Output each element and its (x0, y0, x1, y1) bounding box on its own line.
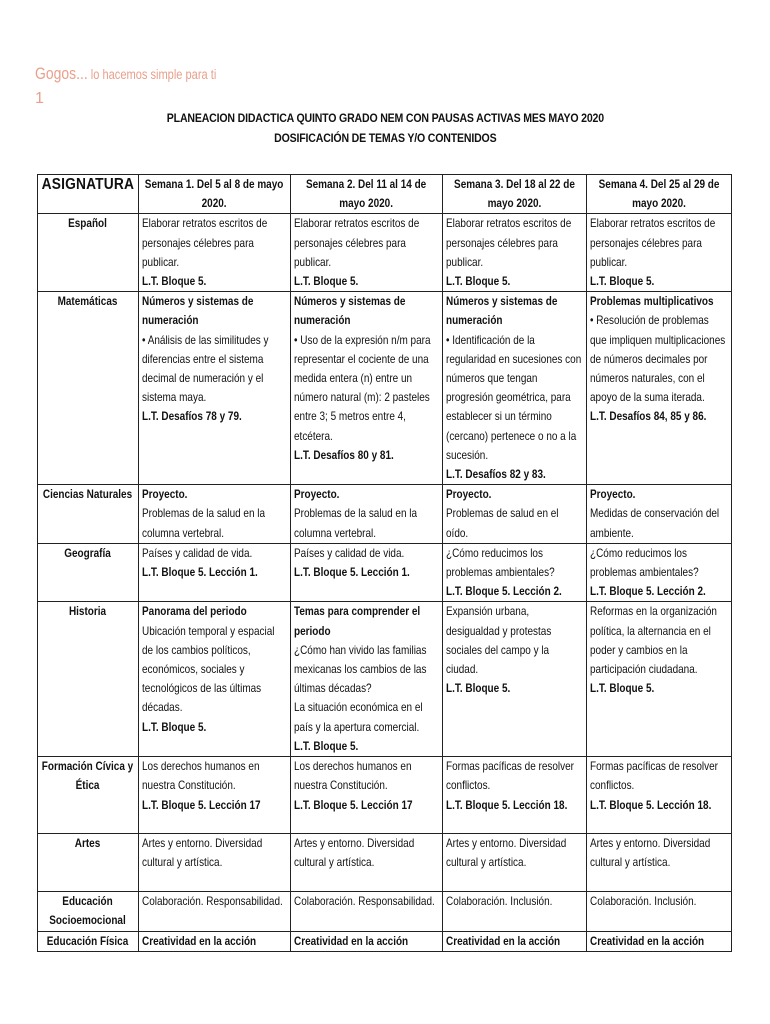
content-text: Problemas de la salud en la columna vertebral. (294, 507, 418, 540)
content-cell-week-2 (291, 757, 443, 834)
content-cell-week-2 (291, 834, 443, 892)
table-row-educacion-socioemocional (38, 892, 732, 931)
table-row-historia (38, 602, 732, 757)
content-text: Artes y entorno. Diversidad cultural y artística. (294, 837, 415, 870)
content-text: Países y calidad de vida. (142, 546, 253, 560)
content-cell-week-2 (291, 214, 443, 292)
content-cell-week-2 (291, 602, 443, 757)
content-cell-week-3 (443, 834, 587, 892)
content-cell-week-1 (139, 292, 291, 485)
bold-reference-text: L.T. Desafíos 78 y 79. (142, 410, 242, 424)
content-cell-week-3 (443, 214, 587, 292)
content-cell-week-4 (587, 543, 732, 602)
subject-cell: Historia (38, 602, 139, 757)
bold-reference-text: Números y sistemas de numeración (294, 295, 406, 328)
content-cell-week-1 (139, 757, 291, 834)
content-cell-week-1 (139, 931, 291, 951)
content-cell-week-1 (139, 214, 291, 292)
content-text: Elaborar retratos escritos de personajes célebres para publicar. (446, 217, 572, 269)
content-text: Formas pacíficas de resolver conflictos. (446, 760, 575, 793)
content-cell-week-3 (443, 931, 587, 951)
subject-cell: Geografía (38, 543, 139, 602)
bold-reference-text: L.T. Bloque 5. Lección 17 (142, 798, 261, 812)
content-text: Los derechos humanos en nuestra Constitución. (142, 760, 260, 793)
content-cell-week-2 (291, 543, 443, 602)
content-cell-week-4 (587, 292, 732, 485)
content-cell-week-4 (587, 757, 732, 834)
content-text: Reformas en la organización política, la alternancia en el poder y cambios en la participación ciudadana. (590, 605, 717, 677)
header-week-1: Semana 1. Del 5 al 8 de mayo 2020. (139, 175, 291, 214)
document-subtitle: DOSIFICACIÓN DE TEMAS Y/O CONTENIDOS (273, 131, 497, 145)
bold-reference-text: L.T. Bloque 5. Lección 1. (294, 566, 410, 580)
bold-reference-text: L.T. Bloque 5. (446, 275, 511, 289)
content-cell-week-2 (291, 485, 443, 544)
bold-reference-text: L.T. Bloque 5. Lección 2. (590, 585, 706, 599)
content-text: Problemas de salud en el oído. (446, 507, 559, 540)
bold-reference-text: Temas para comprender el periodo (294, 605, 421, 638)
content-cell-week-4 (587, 931, 732, 951)
content-cell-week-1 (139, 485, 291, 544)
header-asignatura: ASIGNATURA (38, 175, 139, 214)
content-text: Artes y entorno. Diversidad cultural y artística. (142, 837, 263, 870)
content-text: Colaboración. Inclusión. (446, 895, 553, 909)
content-cell-week-1 (139, 543, 291, 602)
content-text: • Identificación de la regularidad en sucesiones con números que tengan progresión geométrica, para establecer si un término (cercano) pertenece o no a la sucesión. (446, 333, 582, 462)
bold-reference-text: L.T. Bloque 5. (142, 720, 207, 734)
brand-tagline: lo hacemos simple para ti (87, 67, 217, 82)
table-row-artes (38, 834, 732, 892)
subject-cell: Ciencias Naturales (38, 485, 139, 544)
bold-reference-text: Proyecto. (590, 488, 636, 502)
bold-reference-text: L.T. Bloque 5. Lección 2. (446, 585, 562, 599)
header-week-4: Semana 4. Del 25 al 29 de mayo 2020. (587, 175, 732, 214)
bold-reference-text: Números y sistemas de numeración (446, 295, 558, 328)
content-cell-week-2 (291, 931, 443, 951)
bold-reference-text: Proyecto. (142, 488, 188, 502)
content-cell-week-4 (587, 834, 732, 892)
content-text: Colaboración. Responsabilidad. (142, 895, 283, 909)
content-cell-week-3 (443, 543, 587, 602)
bold-reference-text: L.T. Bloque 5. Lección 18. (446, 798, 568, 812)
bold-reference-text: L.T. Bloque 5. Lección 18. (590, 798, 712, 812)
content-cell-week-3 (443, 485, 587, 544)
table-row-espanol (38, 214, 732, 292)
content-cell-week-4 (587, 485, 732, 544)
content-cell-week-3 (443, 892, 587, 931)
subject-cell: Formación Cívica y Ética (38, 757, 139, 834)
content-text: Artes y entorno. Diversidad cultural y artística. (446, 837, 567, 870)
content-text: Colaboración. Responsabilidad. (294, 895, 435, 909)
brand-name: Gogos... (35, 64, 88, 83)
content-text: Expansión urbana, desigualdad y protestas sociales del campo y la ciudad. (446, 605, 552, 677)
brand-logo-text (35, 64, 216, 84)
subject-cell: Educación Física (38, 931, 139, 951)
bold-reference-text: L.T. Bloque 5. Lección 1. (142, 566, 258, 580)
bold-reference-text: L.T. Bloque 5. (294, 739, 359, 753)
document-title: PLANEACION DIDACTICA QUINTO GRADO NEM CON PAUSAS ACTIVAS MES MAYO 2020 (166, 111, 604, 125)
bold-reference-text: Problemas multiplicativos (590, 295, 714, 309)
bold-reference-text: L.T. Desafíos 80 y 81. (294, 448, 394, 462)
content-cell-week-3 (443, 757, 587, 834)
planning-table (37, 174, 732, 952)
content-text: ¿Cómo han vivido las familias mexicanas los cambios de las últimas décadas? (294, 643, 427, 696)
content-cell-week-3 (443, 292, 587, 485)
content-text: • Análisis de las similitudes y diferencias entre el sistema decimal de numeración y el sistema maya. (142, 333, 269, 405)
content-text: La situación económica en el país y la apertura comercial. (294, 701, 423, 734)
content-cell-week-4 (587, 602, 732, 757)
bold-reference-text: L.T. Bloque 5. (294, 275, 359, 289)
content-cell-week-2 (291, 292, 443, 485)
content-text: Elaborar retratos escritos de personajes célebres para publicar. (590, 217, 716, 269)
bold-reference-text: L.T. Bloque 5. (142, 275, 207, 289)
bold-reference-text: Proyecto. (446, 488, 492, 502)
content-cell-week-1 (139, 834, 291, 892)
content-text: Los derechos humanos en nuestra Constitución. (294, 760, 412, 793)
header-week-3: Semana 3. Del 18 al 22 de mayo 2020. (443, 175, 587, 214)
bold-reference-text: L.T. Bloque 5. Lección 17 (294, 798, 413, 812)
table-header-row (38, 175, 732, 214)
bold-reference-text: L.T. Bloque 5. (590, 275, 655, 289)
bold-reference-text: Números y sistemas de numeración (142, 295, 254, 328)
content-cell-week-4 (587, 892, 732, 931)
table-row-ciencias-naturales (38, 485, 732, 544)
content-text: Artes y entorno. Diversidad cultural y artística. (590, 837, 711, 870)
content-cell-week-2 (291, 892, 443, 931)
content-text: Problemas de la salud en la columna vertebral. (142, 507, 266, 540)
subject-cell: Español (38, 214, 139, 292)
bold-reference-text: Creatividad en la acción (446, 934, 561, 948)
bold-reference-text: Creatividad en la acción (590, 934, 705, 948)
bold-reference-text: Creatividad en la acción (142, 934, 257, 948)
content-cell-week-3 (443, 602, 587, 757)
content-text: Elaborar retratos escritos de personajes célebres para publicar. (142, 217, 268, 269)
content-text: • Uso de la expresión n/m para representar el cociente de una medida entera (n) entre un número natural (m): 2 pasteles entre 3; 5 metros entre 4, etcétera. (294, 333, 431, 443)
content-text: Ubicación temporal y espacial de los cambios políticos, económicos, sociales y tecnológicos de las últimas décadas. (142, 624, 275, 715)
header-week-2: Semana 2. Del 11 al 14 de mayo 2020. (291, 175, 443, 214)
content-text: Formas pacíficas de resolver conflictos. (590, 760, 719, 793)
content-cell-week-1 (139, 602, 291, 757)
subject-cell: Matemáticas (38, 292, 139, 485)
bold-reference-text: L.T. Desafíos 82 y 83. (446, 468, 546, 482)
content-text: Elaborar retratos escritos de personajes célebres para publicar. (294, 217, 420, 269)
content-cell-week-4 (587, 214, 732, 292)
content-text: ¿Cómo reducimos los problemas ambientales? (446, 546, 555, 580)
page-number: 1 (35, 90, 44, 107)
bold-reference-text: L.T. Desafíos 84, 85 y 86. (590, 410, 707, 424)
content-cell-week-1 (139, 892, 291, 931)
content-text: Colaboración. Inclusión. (590, 895, 697, 909)
content-text: • Resolución de problemas que impliquen multiplicaciones de números decimales por números naturales, con el apoyo de la suma iterada. (590, 314, 726, 405)
bold-reference-text: L.T. Bloque 5. (590, 682, 655, 696)
content-text: Países y calidad de vida. (294, 546, 405, 560)
table-row-geografia (38, 543, 732, 602)
subject-cell: Artes (38, 834, 139, 892)
subject-cell: Educación Socioemocional (38, 892, 139, 931)
content-text: Medidas de conservación del ambiente. (590, 507, 720, 540)
table-row-educacion-fisica (38, 931, 732, 951)
bold-reference-text: Creatividad en la acción (294, 934, 409, 948)
table-row-matematicas (38, 292, 732, 485)
bold-reference-text: L.T. Bloque 5. (446, 682, 511, 696)
bold-reference-text: Panorama del periodo (142, 605, 247, 619)
table-row-formacion-civica-etica (38, 757, 732, 834)
bold-reference-text: Proyecto. (294, 488, 340, 502)
content-text: ¿Cómo reducimos los problemas ambientales? (590, 546, 699, 580)
